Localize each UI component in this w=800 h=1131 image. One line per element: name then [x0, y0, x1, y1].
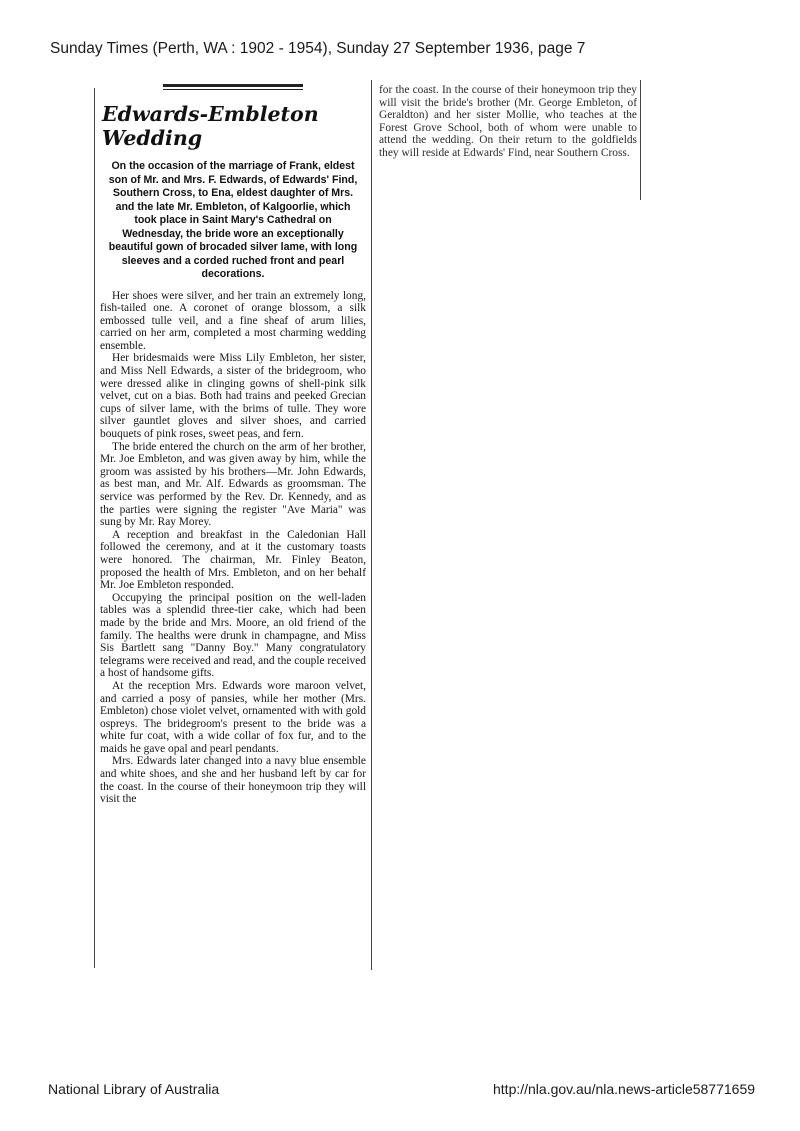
- body-paragraph: Occupying the principal position on the well-laden tables was a splendid three-tier cake, which had been made by the bride and Mrs. Moore, an old friend of the family. The healths were drunk in champagne, and Miss Sis Bartlett sang "Danny Boy." Many congratulatory telegrams were received and read, and the couple received a host of handsome gifts.: [100, 591, 366, 680]
- footer-source: National Library of Australia: [48, 1081, 220, 1097]
- body-paragraph: Mrs. Edwards later changed into a navy blue ensemble and white shoes, and she and her husband left by car for the coast. In the course of their honeymoon trip they will visit the: [100, 755, 366, 806]
- article-column-1: [100, 80, 366, 806]
- column-rule-middle: [371, 80, 372, 970]
- body-paragraph: Her shoes were silver, and her train an extremely long, fish-tailed one. A coronet of orange blossom, a silk embossed tulle veil, and a fine sheaf of arum lilies, carried on her arm, completed a most charming wedding ensemble.: [100, 289, 366, 352]
- page-caption: Sunday Times (Perth, WA : 1902 - 1954), Sunday 27 September 1936, page 7: [50, 40, 586, 57]
- column-rule-left: [94, 88, 95, 968]
- body-paragraph: At the reception Mrs. Edwards wore maroon velvet, and carried a posy of pansies, while her mother (Mrs. Embleton) chose violet velvet, ornamented with with gold ospreys. The bridegroom's present to the bride was a white fur coat, with a wide collar of fox fur, and to the maids he gave opal and pearl pendants.: [100, 679, 366, 755]
- body-paragraph: The bride entered the church on the arm of her brother, Mr. Joe Embleton, and was given away by him, while the groom was assisted by his brothers—Mr. John Edwards, as best man, and Mr. Alf. Edwards as groomsman. The service was performed by the Rev. Dr. Kennedy, and as the parties were signing the register "Ave Maria" was sung by Mr. Ray Morey.: [100, 440, 366, 529]
- body-paragraph: Her bridesmaids were Miss Lily Embleton, her sister, and Miss Nell Edwards, a sister of the bridegroom, who were dressed alike in clinging gowns of shell-pink silk velvet, cut on a bias. Both had trains and peeked Grecian cups of silver lame, with the brims of tulle. They wore silver gauntlet gloves and silver shoes, and carried bouquets of pink roses, sweet peas, and fern.: [100, 352, 366, 441]
- headline-line-2: Wedding: [102, 126, 203, 150]
- headline-rule-thin: [163, 89, 303, 90]
- body-paragraph: A reception and breakfast in the Caledonian Hall followed the ceremony, and at it the customary toasts were honored. The chairman, Mr. Finley Beaton, proposed the health of Mrs. Embleton, and on her behalf Mr. Joe Embleton responded.: [100, 528, 366, 592]
- newspaper-clipping: [94, 80, 644, 970]
- footer-url[interactable]: http://nla.gov.au/nla.news-article58771659: [493, 1081, 756, 1097]
- article-body: [100, 290, 366, 806]
- headline-line-1: Edwards-Embleton: [102, 102, 319, 126]
- column-rule-right: [640, 80, 641, 200]
- continuation-paragraph: for the coast. In the course of their honeymoon trip they will visit the bride's brother (Mr. George Embleton, of Geraldton) and her sister Mollie, who teaches at the Forest Grove School, both of whom were unable to attend the wedding. On their return to the goldfields they will reside at Edwards' Find, near Southern Cross.: [379, 84, 637, 159]
- article-headline: [102, 102, 366, 150]
- headline-rule-thick: [163, 84, 303, 87]
- article-column-2: [379, 84, 637, 160]
- article-lede: On the occasion of the marriage of Frank, eldest son of Mr. and Mrs. F. Edwards, of Edwards' Find, Southern Cross, to Ena, eldest daughter of Mrs. and the late Mr. Embleton, of Kalgoorlie, which took place in Saint Mary's Cathedral on Wednesday, the bride wore an exceptionally beautiful gown of brocaded silver lame, with long sleeves and a corded ruched front and pearl decorations.: [108, 160, 358, 280]
